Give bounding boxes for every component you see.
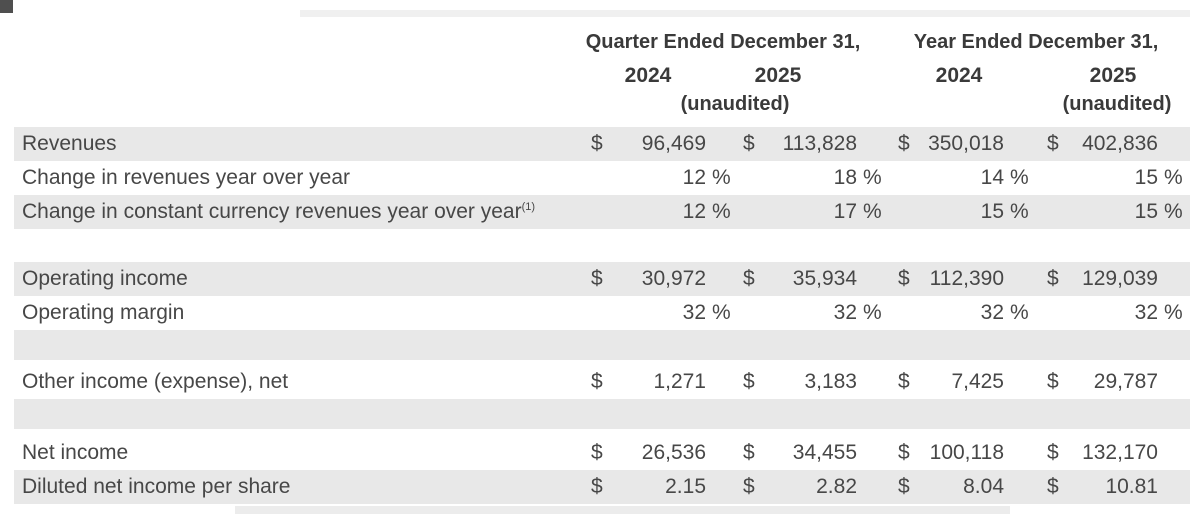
row-label [14,441,580,465]
table-row [14,262,1190,296]
cell-value: 32 [980,301,1004,324]
cell-value: 29,787 [1093,370,1158,393]
cell-value: 7,425 [951,370,1004,393]
row-label [14,132,580,156]
dollar-sign: $ [743,475,755,498]
cell-value: 18 [833,166,857,189]
percent-sign: % [712,200,731,223]
cell-value: 32 [682,301,706,324]
cell-value: 26,536 [641,441,706,464]
row-label-text: Diluted net income per share [22,475,291,498]
cell-value: 350,018 [928,132,1004,155]
row-label [14,267,580,291]
percent-sign: % [1010,200,1029,223]
dollar-sign: $ [1047,475,1059,498]
dollar-sign: $ [898,441,910,464]
cell-value: 34,455 [792,441,857,464]
dollar-sign: $ [591,370,603,393]
row-label-text: Other income (expense), net [22,370,289,393]
cell-value: 35,934 [792,267,857,290]
row-label-text: Change in revenues year over year [22,166,351,189]
dollar-sign: $ [743,132,755,155]
row-label-text: Operating margin [22,301,185,324]
dollar-sign: $ [898,267,910,290]
column-header-quarter-2024: 2024 [624,64,672,87]
dollar-sign: $ [1047,441,1059,464]
cell-value: 112,390 [929,267,1004,290]
table-row [14,161,1190,195]
cell-value: 2.82 [816,475,857,498]
cell-value: 10.81 [1105,475,1158,498]
percent-sign: % [863,166,882,189]
percent-sign: % [712,166,731,189]
unaudited-note-quarter: (unaudited) [680,93,790,115]
cell-value: 15 [980,200,1004,223]
dollar-sign: $ [591,132,603,155]
row-label [14,370,580,394]
percent-sign: % [863,200,882,223]
spacer-row [14,399,1190,429]
dollar-sign: $ [898,475,910,498]
percent-sign: % [712,301,731,324]
cell-value: 96,469 [641,132,706,155]
cell-value: 14 [980,166,1004,189]
unaudited-note-year: (unaudited) [1062,93,1172,115]
row-label [14,301,580,325]
year-group-header: Year Ended December 31, [913,31,1159,53]
top-edge-bar-decoration [300,10,1190,17]
gap-row [14,229,1190,262]
column-header-year-2024: 2024 [935,64,983,87]
cell-value: 30,972 [641,267,706,290]
percent-sign: % [1164,166,1183,189]
dollar-sign: $ [743,267,755,290]
cell-value: 2.15 [665,475,706,498]
cell-value: 129,039 [1082,267,1158,290]
gap-row [14,429,1190,436]
cell-value: 8.04 [963,475,1004,498]
column-header-year-2025: 2025 [1089,64,1137,87]
dollar-sign: $ [743,441,755,464]
footnote-marker: (1) [521,201,536,213]
row-label [14,166,580,190]
table-row [14,195,1190,229]
quarter-group-header: Quarter Ended December 31, [585,31,861,53]
row-label-text: Net income [22,441,129,464]
table-row [14,470,1190,504]
bottom-edge-bar-decoration [235,506,1010,514]
table-row [14,296,1190,330]
cell-value: 17 [833,200,857,223]
spacer-row [14,330,1190,360]
dollar-sign: $ [591,475,603,498]
percent-sign: % [863,301,882,324]
table-row [14,365,1190,399]
dollar-sign: $ [591,267,603,290]
cell-value: 402,836 [1082,132,1158,155]
row-label-text: Revenues [22,132,117,155]
cell-value: 12 [682,166,706,189]
dollar-sign: $ [591,441,603,464]
dollar-sign: $ [1047,370,1059,393]
cell-value: 32 [833,301,857,324]
table-body [14,127,1190,504]
cell-value: 1,271 [653,370,706,393]
dollar-sign: $ [898,370,910,393]
cell-value: 15 [1134,200,1158,223]
cell-value: 100,118 [929,441,1004,464]
cell-value: 113,828 [782,132,857,155]
cell-value: 12 [682,200,706,223]
table-row [14,127,1190,161]
dollar-sign: $ [1047,132,1059,155]
percent-sign: % [1010,301,1029,324]
percent-sign: % [1164,200,1183,223]
cell-value: 132,170 [1082,441,1158,464]
row-label [14,475,580,499]
cell-value: 32 [1134,301,1158,324]
percent-sign: % [1164,301,1183,324]
dollar-sign: $ [1047,267,1059,290]
column-header-quarter-2025: 2025 [754,64,802,87]
percent-sign: % [1010,166,1029,189]
dollar-sign: $ [743,370,755,393]
cell-value: 15 [1134,166,1158,189]
row-label-text: Operating income [22,267,188,290]
row-label [14,200,580,224]
dollar-sign: $ [898,132,910,155]
corner-square-decoration [0,0,13,13]
table-row [14,436,1190,470]
cell-value: 3,183 [804,370,857,393]
row-label-text: Change in constant currency revenues year over year [22,200,522,223]
